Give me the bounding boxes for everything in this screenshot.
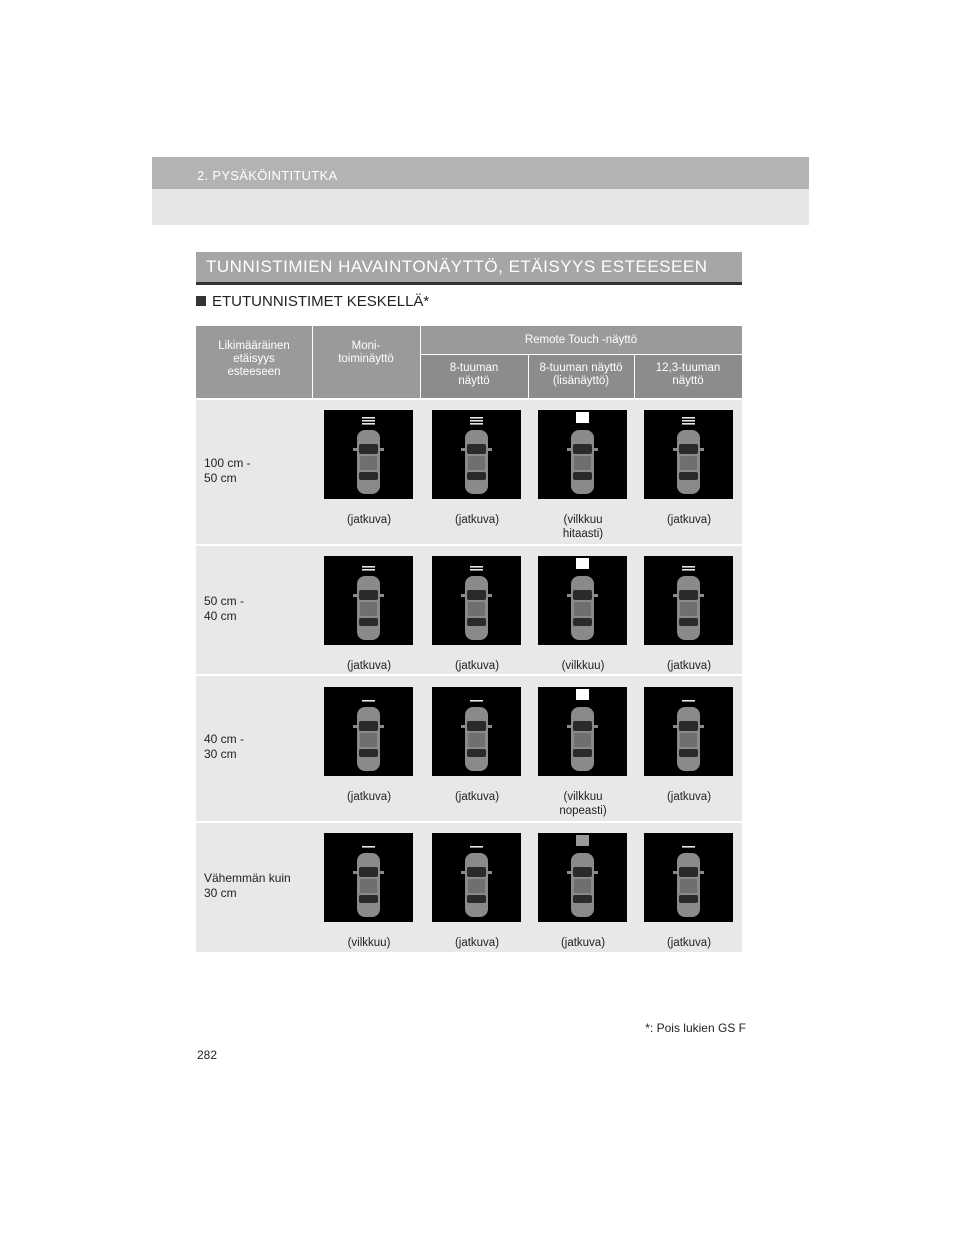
square-bullet-icon bbox=[196, 296, 206, 306]
header-8in-display: 8-tuuman näyttö bbox=[449, 362, 499, 387]
display-caption: (jatkuva) bbox=[666, 937, 712, 949]
parking-sensor-car-illustration bbox=[644, 687, 733, 776]
footnote: *: Pois lukien GS F bbox=[645, 1021, 746, 1035]
display-caption: (jatkuva) bbox=[346, 660, 392, 672]
header-divider bbox=[420, 354, 742, 355]
subheading-text: ETUTUNNISTIMET KESKELLÄ* bbox=[212, 293, 430, 310]
display-caption: (jatkuva) bbox=[454, 937, 500, 949]
header-distance: Likimääräinen etäisyys esteeseen bbox=[218, 340, 290, 378]
parking-sensor-car-illustration bbox=[538, 556, 627, 645]
header-8in-extra-display: 8-tuuman näyttö (lisänäyttö) bbox=[539, 362, 623, 387]
parking-sensor-car-illustration bbox=[324, 833, 413, 922]
parking-sensor-car-illustration bbox=[432, 410, 521, 499]
page-number: 282 bbox=[197, 1048, 218, 1062]
subheading bbox=[196, 293, 429, 310]
distance-label: 40 cm - 30 cm bbox=[204, 732, 245, 761]
parking-sensor-car-illustration bbox=[538, 833, 627, 922]
parking-sensor-car-illustration bbox=[324, 687, 413, 776]
display-caption: (vilkkuu nopeasti) bbox=[559, 791, 607, 817]
parking-sensor-car-illustration bbox=[538, 687, 627, 776]
parking-sensor-car-illustration bbox=[324, 410, 413, 499]
distance-label: 100 cm - 50 cm bbox=[204, 456, 251, 485]
distance-label: 50 cm - 40 cm bbox=[204, 594, 245, 623]
display-caption: (vilkkuu) bbox=[561, 660, 605, 672]
section-title: TUNNISTIMIEN HAVAINTONÄYTTÖ, ETÄISYYS ESTEESEEN bbox=[206, 257, 708, 276]
parking-sensor-car-illustration bbox=[644, 556, 733, 645]
display-caption: (jatkuva) bbox=[454, 514, 500, 526]
display-caption: (jatkuva) bbox=[346, 791, 392, 803]
parking-sensor-car-illustration bbox=[324, 556, 413, 645]
chapter-title: 2. PYSÄKÖINTITUTKA bbox=[197, 168, 338, 183]
display-caption: (jatkuva) bbox=[666, 514, 712, 526]
display-caption: (jatkuva) bbox=[666, 660, 712, 672]
display-caption: (vilkkuu hitaasti) bbox=[562, 514, 604, 540]
display-caption: (jatkuva) bbox=[454, 660, 500, 672]
display-caption: (jatkuva) bbox=[454, 791, 500, 803]
parking-sensor-car-illustration bbox=[644, 833, 733, 922]
parking-sensor-car-illustration bbox=[432, 833, 521, 922]
distance-label: Vähemmän kuin 30 cm bbox=[204, 871, 291, 900]
header-remote-touch: Remote Touch -näyttö bbox=[524, 334, 638, 346]
parking-sensor-car-illustration bbox=[432, 687, 521, 776]
display-caption: (vilkkuu) bbox=[347, 937, 391, 949]
header-subband bbox=[152, 189, 809, 225]
header-multi-display: Moni- toiminäyttö bbox=[338, 340, 394, 365]
display-caption: (jatkuva) bbox=[346, 514, 392, 526]
parking-sensor-car-illustration bbox=[644, 410, 733, 499]
parking-sensor-car-illustration bbox=[538, 410, 627, 499]
display-caption: (jatkuva) bbox=[560, 937, 606, 949]
header-12in-display: 12,3-tuuman näyttö bbox=[655, 362, 721, 387]
section-title-bar bbox=[196, 252, 742, 285]
display-caption: (jatkuva) bbox=[666, 791, 712, 803]
parking-sensor-car-illustration bbox=[432, 556, 521, 645]
